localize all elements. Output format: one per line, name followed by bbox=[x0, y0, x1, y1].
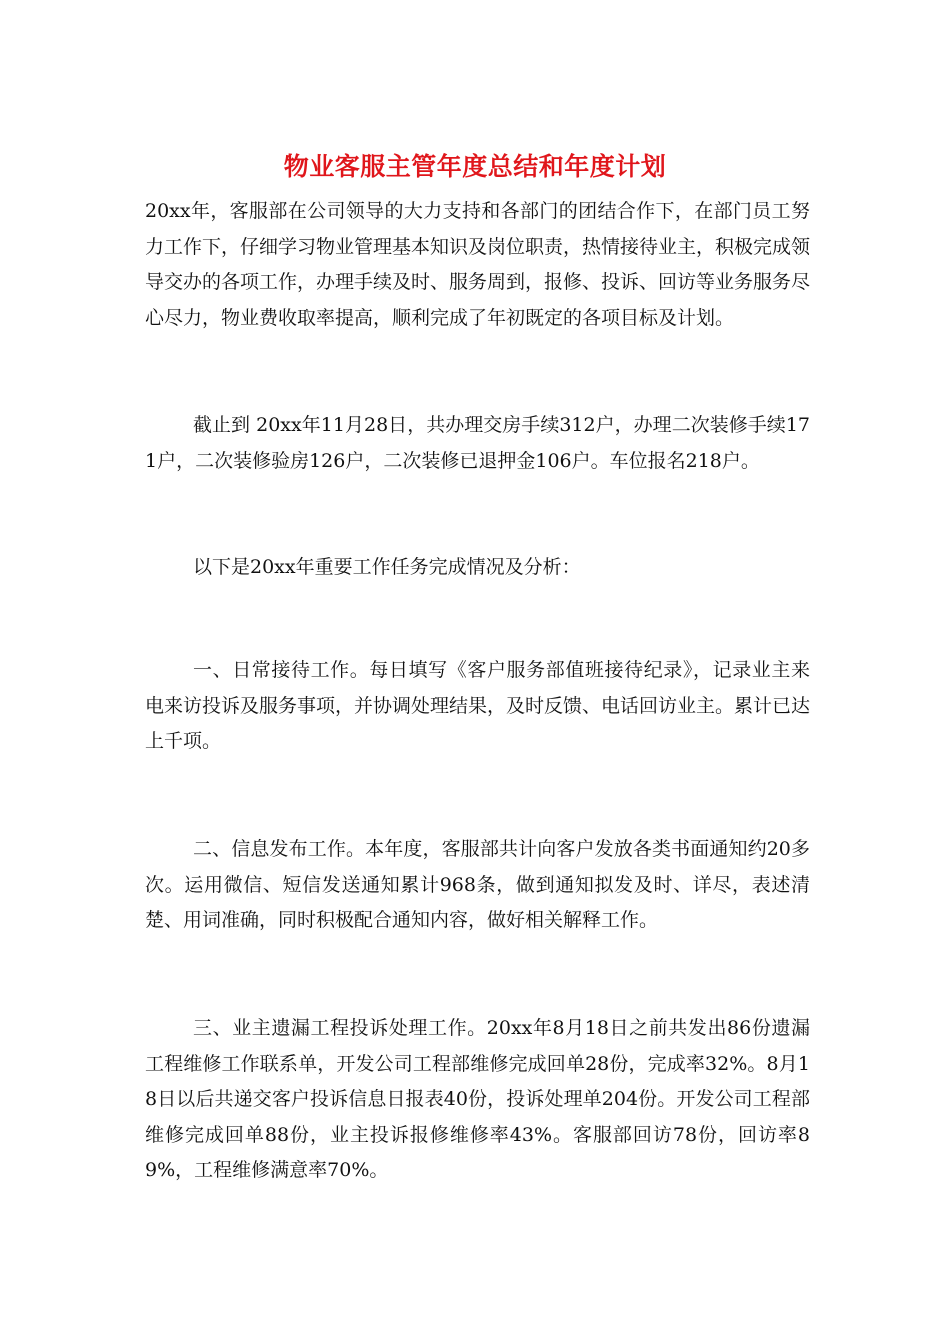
paragraph-intro: 20xx年，客服部在公司领导的大力支持和各部门的团结合作下，在部门员工努力工作下，仔细学习物业管理基本知识及岗位职责，热情接待业主，积极完成领导交办的各项工作，办理手续及时、服务周到，报修、投诉、回访等业务服务尽心尽力，物业费收取率提高，顺利完成了年初既定的各项目标及计划。 bbox=[145, 200, 811, 329]
paragraph-statistics: 截止到 20xx年11月28日，共办理交房手续312户，办理二次装修手续171户，二次装修验房126户，二次装修已退押金106户。车位报名218户。 bbox=[145, 414, 810, 472]
paragraph-information-release: 二、信息发布工作。本年度，客服部共计向客户发放各类书面通知约20多次。运用微信、短信发送通知累计968条，做到通知拟发及时、详尽，表述清楚、用词准确，同时积极配合通知内容，做好相关解释工作。 bbox=[145, 838, 810, 931]
paragraph-complaint-handling: 三、业主遗漏工程投诉处理工作。20xx年8月18日之前共发出86份遗漏工程维修工作联系单，开发公司工程部维修完成回单28份，完成率32%。8月18日以后共递交客户投诉信息日报表40份，投诉处理单204份。开发公司工程部维修完成回单88份，业主投诉报修维修率43%。客服部回访78份，回访率89%，工程维修满意率70%。 bbox=[145, 1017, 810, 1181]
paragraph-analysis-intro: 以下是20xx年重要工作任务完成情况及分析： bbox=[193, 556, 581, 578]
document-title: 物业客服主管年度总结和年度计划 bbox=[283, 152, 667, 181]
paragraph-daily-reception: 一、日常接待工作。每日填写《客户服务部值班接待纪录》，记录业主来电来访投诉及服务事项，并协调处理结果，及时反馈、电话回访业主。累计已达上千项。 bbox=[145, 659, 811, 752]
